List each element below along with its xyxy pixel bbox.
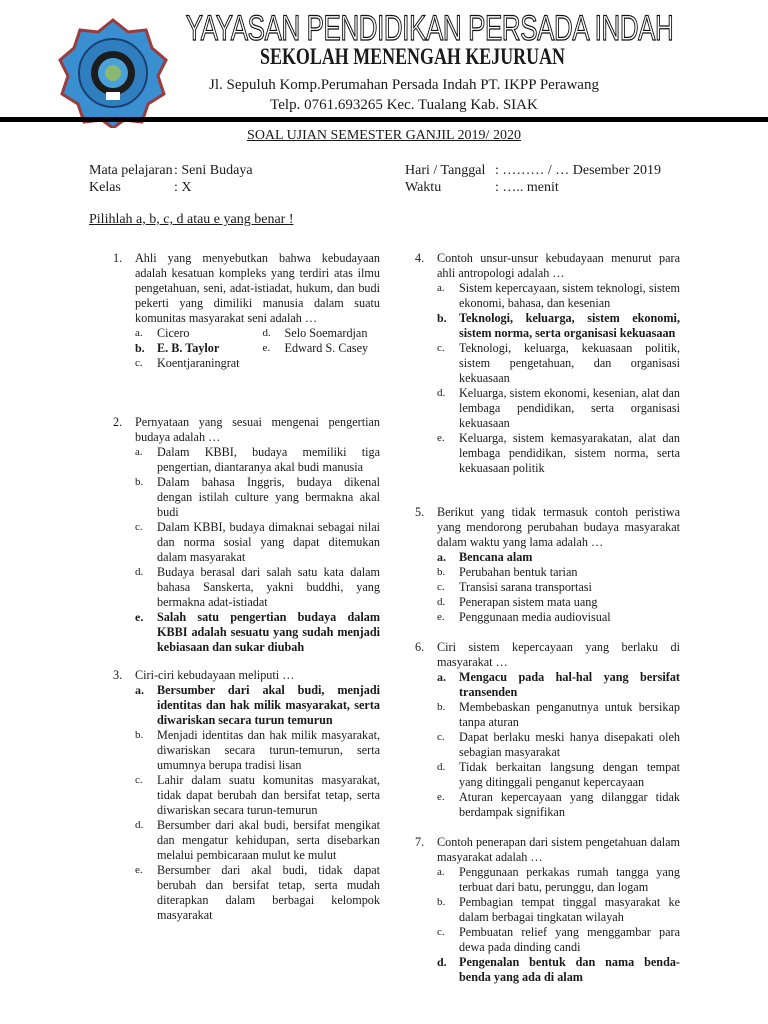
option-list	[135, 445, 380, 655]
option-letter: b.	[135, 341, 145, 355]
option-b	[135, 341, 253, 356]
option-a	[135, 683, 380, 728]
time-label: Waktu	[405, 180, 442, 195]
time-value: : ….. menit	[495, 180, 559, 195]
option-text: Perubahan bentuk tarian	[459, 565, 578, 579]
option-d	[437, 386, 680, 431]
question-number: 5.	[415, 505, 425, 519]
option-d	[437, 760, 680, 790]
option-text: Edward S. Casey	[284, 341, 369, 355]
option-text: Penerapan sistem mata uang	[459, 595, 598, 609]
instruction: Pilihlah a, b, c, d atau e yang benar !	[89, 212, 294, 227]
question-number: 4.	[415, 251, 425, 265]
option-d	[135, 818, 380, 863]
option-letter: e.	[135, 610, 144, 624]
option-e	[135, 610, 380, 655]
question-5	[415, 505, 680, 625]
option-text: Salah satu pengertian budaya dalam KBBI adalah sesuatu yang sudah menjadi kebiasaan dan sukar diubah	[157, 610, 380, 654]
question-stem: Ciri-ciri kebudayaan meliputi …	[135, 668, 295, 682]
option-list	[437, 281, 680, 476]
option-e	[135, 863, 380, 923]
option-text: Membebaskan penganutnya untuk bersikap tanpa aturan	[459, 700, 680, 729]
option-text: Budaya berasal dari salah satu kata dalam bahasa Sanskerta, yakni buddhi, yang bermakna adat-istiadat	[157, 565, 380, 609]
option-text: Penggunaan perkakas rumah tangga yang terbuat dari batu, perunggu, dan logam	[459, 865, 680, 894]
option-text: Dapat berlaku meski hanya disepakati oleh sebagian masyarakat	[459, 730, 680, 759]
question-2	[113, 415, 380, 655]
option-letter: a.	[135, 683, 144, 697]
question-stem: Ciri sistem kepercayaan yang berlaku di masyarakat …	[437, 640, 680, 669]
option-d	[135, 565, 380, 610]
option-text: Pembagian tempat tinggal masyarakat ke dalam berbagai tingkatan wilayah	[459, 895, 680, 924]
date-label: Hari / Tanggal	[405, 163, 486, 178]
question-stem: Contoh penerapan dari sistem pengetahuan dalam masyarakat adalah …	[437, 835, 680, 864]
option-text: E. B. Taylor	[157, 341, 220, 355]
question-number: 2.	[113, 415, 123, 429]
option-letter: e.	[437, 432, 445, 444]
option-letter: b.	[437, 896, 446, 908]
subject-value: : Seni Budaya	[174, 163, 253, 178]
option-b	[437, 311, 680, 341]
question-3	[113, 668, 380, 923]
option-letter: a.	[135, 446, 143, 458]
option-letter: b.	[437, 311, 447, 325]
option-letter: e.	[437, 611, 445, 623]
option-d	[437, 955, 680, 985]
option-b	[135, 475, 380, 520]
question-number: 7.	[415, 835, 425, 849]
option-letter: a.	[437, 282, 445, 294]
date-row	[405, 162, 661, 196]
option-a	[437, 670, 680, 700]
option-letter: d.	[135, 566, 144, 578]
option-text: Menjadi identitas dan hak milik masyarakat, diwariskan secara turun-temurun, serta umumnya berupa tradisi lisan	[157, 728, 380, 772]
question-7	[415, 835, 680, 985]
option-letter: d.	[135, 819, 144, 831]
option-letter: d.	[437, 387, 446, 399]
option-text: Transisi sarana transportasi	[459, 580, 592, 594]
option-letter: b.	[135, 476, 144, 488]
option-d	[437, 595, 680, 610]
question-stem: Berikut yang tidak termasuk contoh peristiwa yang mendorong perubahan budaya masyarakat dalam waktu yang lama adalah …	[437, 505, 680, 549]
option-list	[437, 865, 680, 985]
option-e	[437, 431, 680, 476]
question-stem: Contoh unsur-unsur kebudayaan menurut para ahli antropologi adalah …	[437, 251, 680, 280]
option-text: Penggunaan media audiovisual	[459, 610, 611, 624]
option-e	[263, 341, 381, 356]
option-list	[437, 670, 680, 820]
question-6	[415, 640, 680, 820]
option-text: Tidak berkaitan langsung dengan tempat yang ditinggali penganut kepercayaan	[459, 760, 680, 789]
question-1	[113, 251, 380, 371]
option-c	[437, 580, 680, 595]
option-letter: d.	[437, 955, 447, 969]
option-text: Teknologi, keluarga, sistem ekonomi, sistem norma, serta organisasi kekuasaan	[459, 311, 680, 340]
question-number: 3.	[113, 668, 123, 682]
header-divider	[0, 117, 768, 122]
option-text: Teknologi, keluarga, kekuasaan politik, sistem pengetahuan, dan organisasi kekuasaan	[459, 341, 680, 385]
option-b	[135, 728, 380, 773]
subject-row	[89, 162, 253, 196]
option-e	[437, 790, 680, 820]
subject-label: Mata pelajaran	[89, 163, 173, 178]
option-text: Keluarga, sistem ekonomi, kesenian, alat dan lembaga pendidikan, serta organisasi kekuasaan	[459, 386, 680, 430]
school-address: Jl. Sepuluh Komp.Perumahan Persada Indah PT. IKPP Perawang	[209, 77, 599, 93]
option-letter: c.	[437, 581, 445, 593]
option-letter: b.	[437, 566, 446, 578]
option-text: Koentjaraningrat	[157, 356, 240, 370]
option-d	[263, 326, 381, 341]
class-value: : X	[174, 180, 192, 195]
option-text: Bersumber dari akal budi, tidak dapat berubah dan bersifat tetap, serta mudah diterapkan dalam berbagai kelompok masyarakat	[157, 863, 380, 922]
option-letter: a.	[437, 866, 445, 878]
option-b	[437, 700, 680, 730]
option-list	[135, 326, 380, 371]
option-text: Bersumber dari akal budi, menjadi identitas dan hak milik masyarakat, serta diwariskan secara turun temurun	[157, 683, 380, 727]
exam-title: SOAL UJIAN SEMESTER GANJIL 2019/ 2020	[247, 128, 521, 143]
option-a	[437, 550, 680, 565]
option-a	[437, 865, 680, 895]
foundation-name: YAYASAN PENDIDIKAN PERSADA INDAH	[185, 9, 674, 48]
option-a	[437, 281, 680, 311]
option-letter: d.	[262, 327, 271, 339]
option-text: Dalam KBBI, budaya memiliki tiga pengertian, diantaranya akal budi manusia	[157, 445, 380, 474]
option-letter: c.	[135, 521, 143, 533]
class-label: Kelas	[89, 180, 121, 195]
option-letter: c.	[135, 774, 143, 786]
school-name: SEKOLAH MENENGAH KEJURUAN	[260, 44, 566, 69]
option-c	[135, 356, 253, 371]
option-text: Pembuatan relief yang menggambar para dewa pada dinding candi	[459, 925, 680, 954]
option-text: Dalam bahasa Inggris, budaya dikenal dengan istilah culture yang bermakna akal budi	[157, 475, 380, 519]
option-letter: d.	[437, 761, 446, 773]
option-b	[437, 895, 680, 925]
option-text: Lahir dalam suatu komunitas masyarakat, tidak dapat berubah dan bersifat tetap, serta diwariskan secara turun-temurun	[157, 773, 380, 817]
option-text: Mengacu pada hal-hal yang bersifat transenden	[459, 670, 680, 699]
option-c	[135, 520, 380, 565]
school-phone: Telp. 0761.693265 Kec. Tualang Kab. SIAK	[270, 97, 538, 113]
option-list	[135, 683, 380, 923]
option-text: Aturan kepercayaan yang dilanggar tidak berdampak signifikan	[459, 790, 680, 819]
option-text: Keluarga, sistem kemasyarakatan, alat dan lembaga pendidikan, sistem norma, serta kekuasaan politik	[459, 431, 680, 475]
option-a	[135, 326, 253, 341]
option-letter: b.	[135, 729, 144, 741]
option-letter: e.	[135, 864, 143, 876]
option-list	[437, 550, 680, 625]
option-text: Selo Soemardjan	[284, 326, 368, 340]
option-text: Pengenalan bentuk dan nama benda-benda yang ada di alam	[459, 955, 680, 984]
option-letter: e.	[437, 791, 445, 803]
option-letter: c.	[437, 926, 445, 938]
option-letter: a.	[135, 327, 143, 339]
option-e	[437, 610, 680, 625]
date-value: : ……… / … Desember 2019	[495, 163, 662, 178]
question-4	[415, 251, 680, 476]
option-a	[135, 445, 380, 475]
option-letter: d.	[437, 596, 446, 608]
question-stem: Ahli yang menyebutkan bahwa kebudayaan adalah kesatuan kompleks yang terdiri atas ilmu pengetahuan, seni, adat-istiadat, hukum, dan budi pekerti yang dimiliki manusia dalam suatu komunitas masyarakat seni adalah …	[135, 251, 380, 325]
option-letter: a.	[437, 670, 446, 684]
option-letter: a.	[437, 550, 446, 564]
option-letter: b.	[437, 701, 446, 713]
option-c	[437, 341, 680, 386]
option-c	[135, 773, 380, 818]
option-letter: c.	[437, 342, 445, 354]
option-c	[437, 925, 680, 955]
question-stem: Pernyataan yang sesuai mengenai pengertian budaya adalah …	[135, 415, 380, 444]
option-text: Cicero	[157, 326, 190, 340]
option-text: Bersumber dari akal budi, bersifat mengikat dan mengatur kehidupan, serta disebarkan melalui pembicaraan mulut ke mulut	[157, 818, 380, 862]
option-text: Bencana alam	[459, 550, 533, 564]
option-text: Sistem kepercayaan, sistem teknologi, sistem ekonomi, bahasa, dan kesenian	[459, 281, 680, 310]
option-text: Dalam KBBI, budaya dimaknai sebagai nilai dan norma sosial yang dapat ditemukan dalam masyarakat	[157, 520, 380, 564]
question-number: 6.	[415, 640, 425, 654]
option-c	[437, 730, 680, 760]
option-letter: c.	[437, 731, 445, 743]
option-b	[437, 565, 680, 580]
question-number: 1.	[113, 251, 123, 265]
option-letter: c.	[135, 357, 143, 369]
option-letter: e.	[262, 342, 271, 354]
